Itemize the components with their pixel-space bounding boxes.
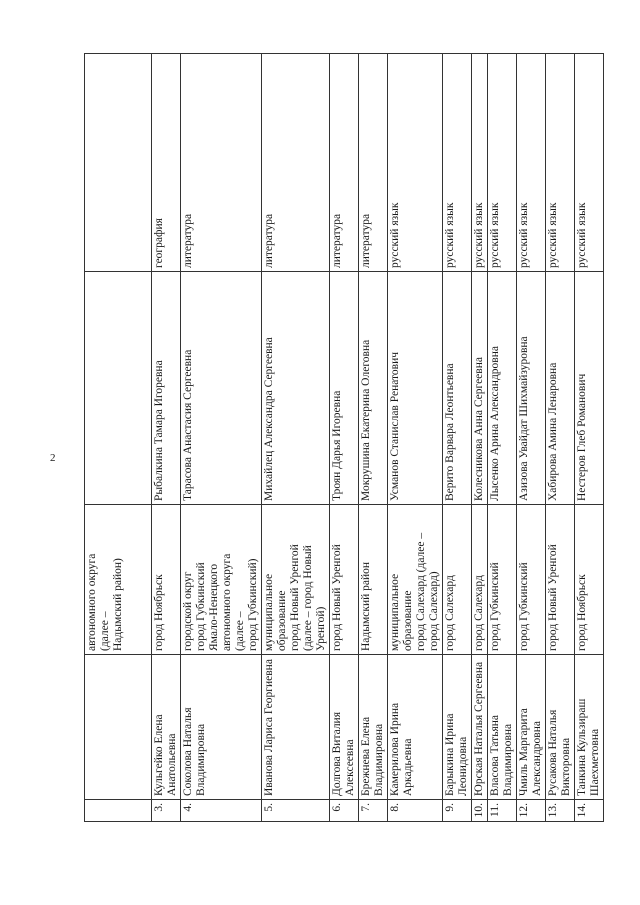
cell-number: 8. — [388, 800, 443, 822]
table-row — [575, 54, 604, 822]
rotated-page-content — [84, 54, 601, 822]
cell-subject: русский язык — [517, 54, 546, 272]
table-row-continuation — [85, 54, 152, 822]
cell-subject: русский язык — [443, 54, 472, 272]
cell-name: Иванова Лариса Георгиевна — [262, 655, 330, 800]
table-row — [152, 54, 181, 822]
cell-reviewer: Михайлец Александра Сергеевна — [262, 272, 330, 505]
cell-municipality: городской округ город Губкинский Ямало-Ненецкого автономного округа (далее – город Губкинский) — [181, 505, 262, 655]
cell-municipality: город Ноябрьск — [152, 505, 181, 655]
cell-subject — [85, 54, 152, 272]
cell-reviewer: Нестеров Глеб Романович — [575, 272, 604, 505]
table-row — [359, 54, 388, 822]
cell-municipality: город Новый Уренгой — [546, 505, 575, 655]
table-row — [472, 54, 488, 822]
table-row — [443, 54, 472, 822]
cell-reviewer: Хабирова Амина Ленаровна — [546, 272, 575, 505]
cell-reviewer: Лысенко Арина Александровна — [488, 272, 517, 505]
cell-reviewer: Троян Дарья Игоревна — [330, 272, 359, 505]
cell-number: 14. — [575, 800, 604, 822]
table-row — [330, 54, 359, 822]
cell-reviewer: Тарасова Анастасия Сергеевна — [181, 272, 262, 505]
cell-municipality: город Новый Уренгой — [330, 505, 359, 655]
cell-number: 11. — [488, 800, 517, 822]
cell-name: Чмиль Маргарита Александровна — [517, 655, 546, 800]
cell-municipality: автономного округа (далее – Надымский район) — [85, 505, 152, 655]
cell-municipality: город Салехард — [472, 505, 488, 655]
cell-reviewer: Мокрушина Екатерина Олеговна — [359, 272, 388, 505]
table-row — [488, 54, 517, 822]
table-row — [388, 54, 443, 822]
cell-municipality: город Губкинский — [488, 505, 517, 655]
cell-subject: литература — [262, 54, 330, 272]
cell-name: Долгова Виталия Алексеевна — [330, 655, 359, 800]
table-row — [262, 54, 330, 822]
cell-number: 5. — [262, 800, 330, 822]
cell-number: 9. — [443, 800, 472, 822]
cell-reviewer: Усманов Станислав Ренатович — [388, 272, 443, 505]
cell-number: 13. — [546, 800, 575, 822]
cell-name: Камерилова Ирина Аркадьевна — [388, 655, 443, 800]
cell-subject: русский язык — [472, 54, 488, 272]
cell-municipality: город Ноябрьск — [575, 505, 604, 655]
cell-number: 10. — [472, 800, 488, 822]
cell-subject: русский язык — [546, 54, 575, 272]
cell-number — [85, 800, 152, 822]
cell-subject: литература — [359, 54, 388, 272]
cell-subject: русский язык — [488, 54, 517, 272]
cell-name: Власова Татьяна Владимировна — [488, 655, 517, 800]
cell-subject: литература — [330, 54, 359, 272]
table-row — [546, 54, 575, 822]
table-row — [517, 54, 546, 822]
cell-number: 3. — [152, 800, 181, 822]
table-row — [181, 54, 262, 822]
cell-number: 4. — [181, 800, 262, 822]
cell-reviewer: Рыбалкина Тамара Игоревна — [152, 272, 181, 505]
cell-subject: география — [152, 54, 181, 272]
cell-municipality: Надымский район — [359, 505, 388, 655]
cell-name: Барыкина Ирина Леонидовна — [443, 655, 472, 800]
cell-subject: русский язык — [575, 54, 604, 272]
cell-reviewer: Азизова Увайдат Шихмайзуровна — [517, 272, 546, 505]
cell-number: 6. — [330, 800, 359, 822]
cell-reviewer: Колесникова Анна Сергеевна — [472, 272, 488, 505]
cell-name: Танкина Кульзираш Шаехметовна — [575, 655, 604, 800]
cell-number: 12. — [517, 800, 546, 822]
cell-municipality: город Салехард — [443, 505, 472, 655]
cell-name: Соколова Наталья Владимировна — [181, 655, 262, 800]
page-number: 2 — [50, 452, 56, 464]
cell-name: Русакова Наталья Викторовна — [546, 655, 575, 800]
cell-subject: литература — [181, 54, 262, 272]
cell-reviewer — [85, 272, 152, 505]
cell-subject: русский язык — [388, 54, 443, 272]
participants-table — [84, 53, 604, 822]
cell-municipality: муниципальное образование город Салехард (далее – город Салехард) — [388, 505, 443, 655]
cell-number: 7. — [359, 800, 388, 822]
cell-name — [85, 655, 152, 800]
cell-name: Кульгейко Елена Анатольевна — [152, 655, 181, 800]
cell-municipality: муниципальное образование город Новый Уренгой (далее – город Новый Уренгой) — [262, 505, 330, 655]
cell-name: Юрская Наталья Сергеевна — [472, 655, 488, 800]
cell-reviewer: Верито Варвара Леонтьевна — [443, 272, 472, 505]
cell-name: Брежнева Елена Владимировна — [359, 655, 388, 800]
cell-municipality: город Губкинский — [517, 505, 546, 655]
